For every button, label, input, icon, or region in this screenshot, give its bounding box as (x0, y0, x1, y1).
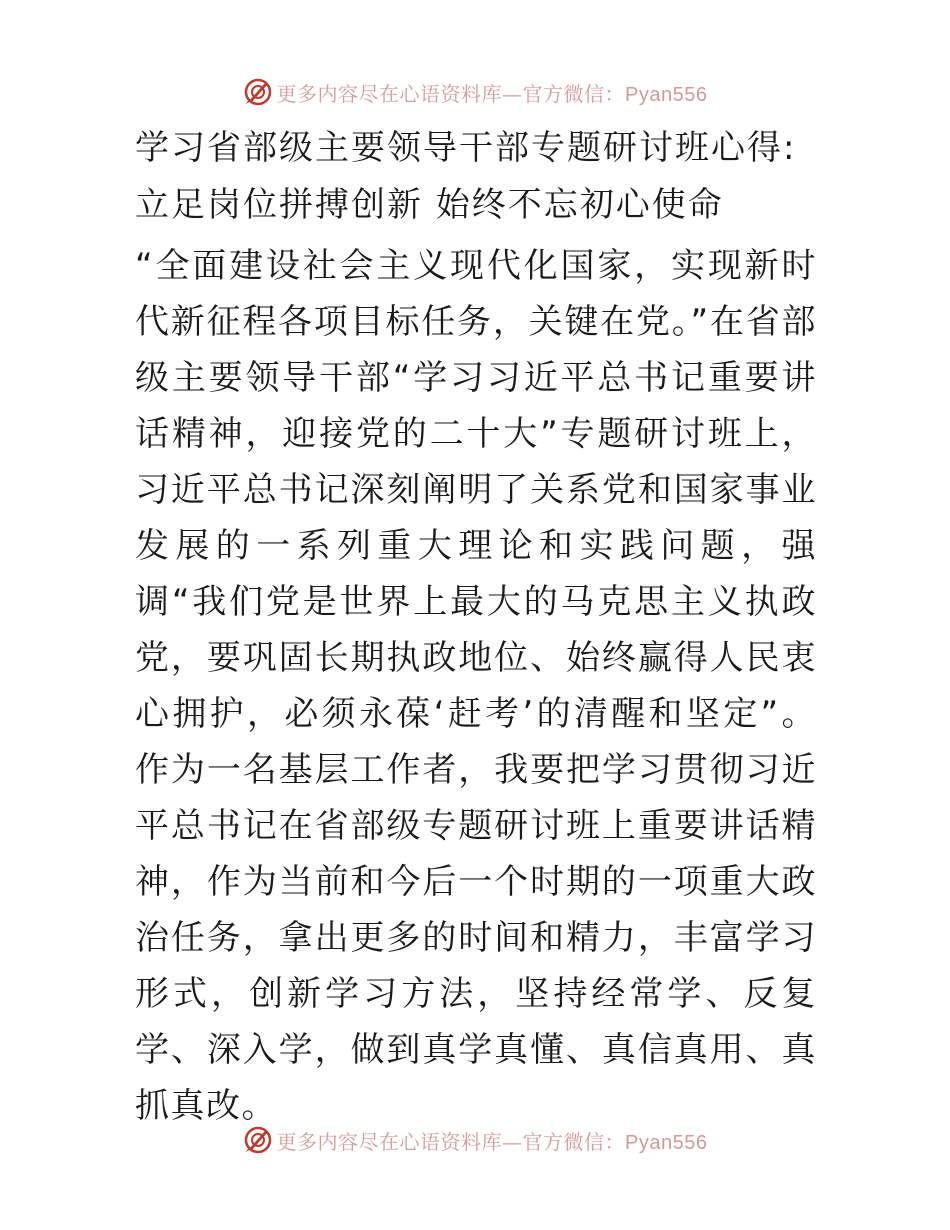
document-title-line-1: 学习省部级主要领导干部专题研讨班心得: (135, 128, 797, 168)
document-body-paragraph: “全面建设社会主义现代化国家，实现新时代新征程各项目标任务，关键在党。”在省部级主要领导干部“学习习近平总书记重要讲话精神，迎接党的二十大”专题研讨班上，习近平总书记深刻阐明了关系党和国家事业发展的一系列重大理论和实践问题，强调“我们党是世界上最大的马克思主义执政党，要巩固长期执政地位、始终赢得人民衷心拥护，必须永葆‘赶考’的清醒和坚定”。作为一名基层工作者，我要把学习贯彻习近平总书记在省部级专题研讨班上重要讲话精神，作为当前和今后一个时期的一项重大政治任务，拿出更多的时间和精力，丰富学习形式，创新学习方法，坚持经常学、反复学、深入学，做到真学真懂、真信真用、真抓真改。 (135, 246, 817, 1126)
document-title-line-2: 立足岗位拼搏创新 始终不忘初心使命 (135, 185, 724, 225)
brand-logo-icon (243, 1125, 273, 1155)
footer-watermark-banner (0, 1120, 950, 1160)
banner-text: 更多内容尽在心语资料库—官方微信：Pyan556 (276, 1129, 708, 1154)
wechat-id: Pyan556 (625, 83, 708, 106)
brand-logo-icon (243, 77, 273, 107)
wechat-id: Pyan556 (625, 1131, 708, 1154)
header-watermark-banner (0, 72, 950, 112)
banner-text: 更多内容尽在心语资料库—官方微信：Pyan556 (276, 81, 708, 106)
